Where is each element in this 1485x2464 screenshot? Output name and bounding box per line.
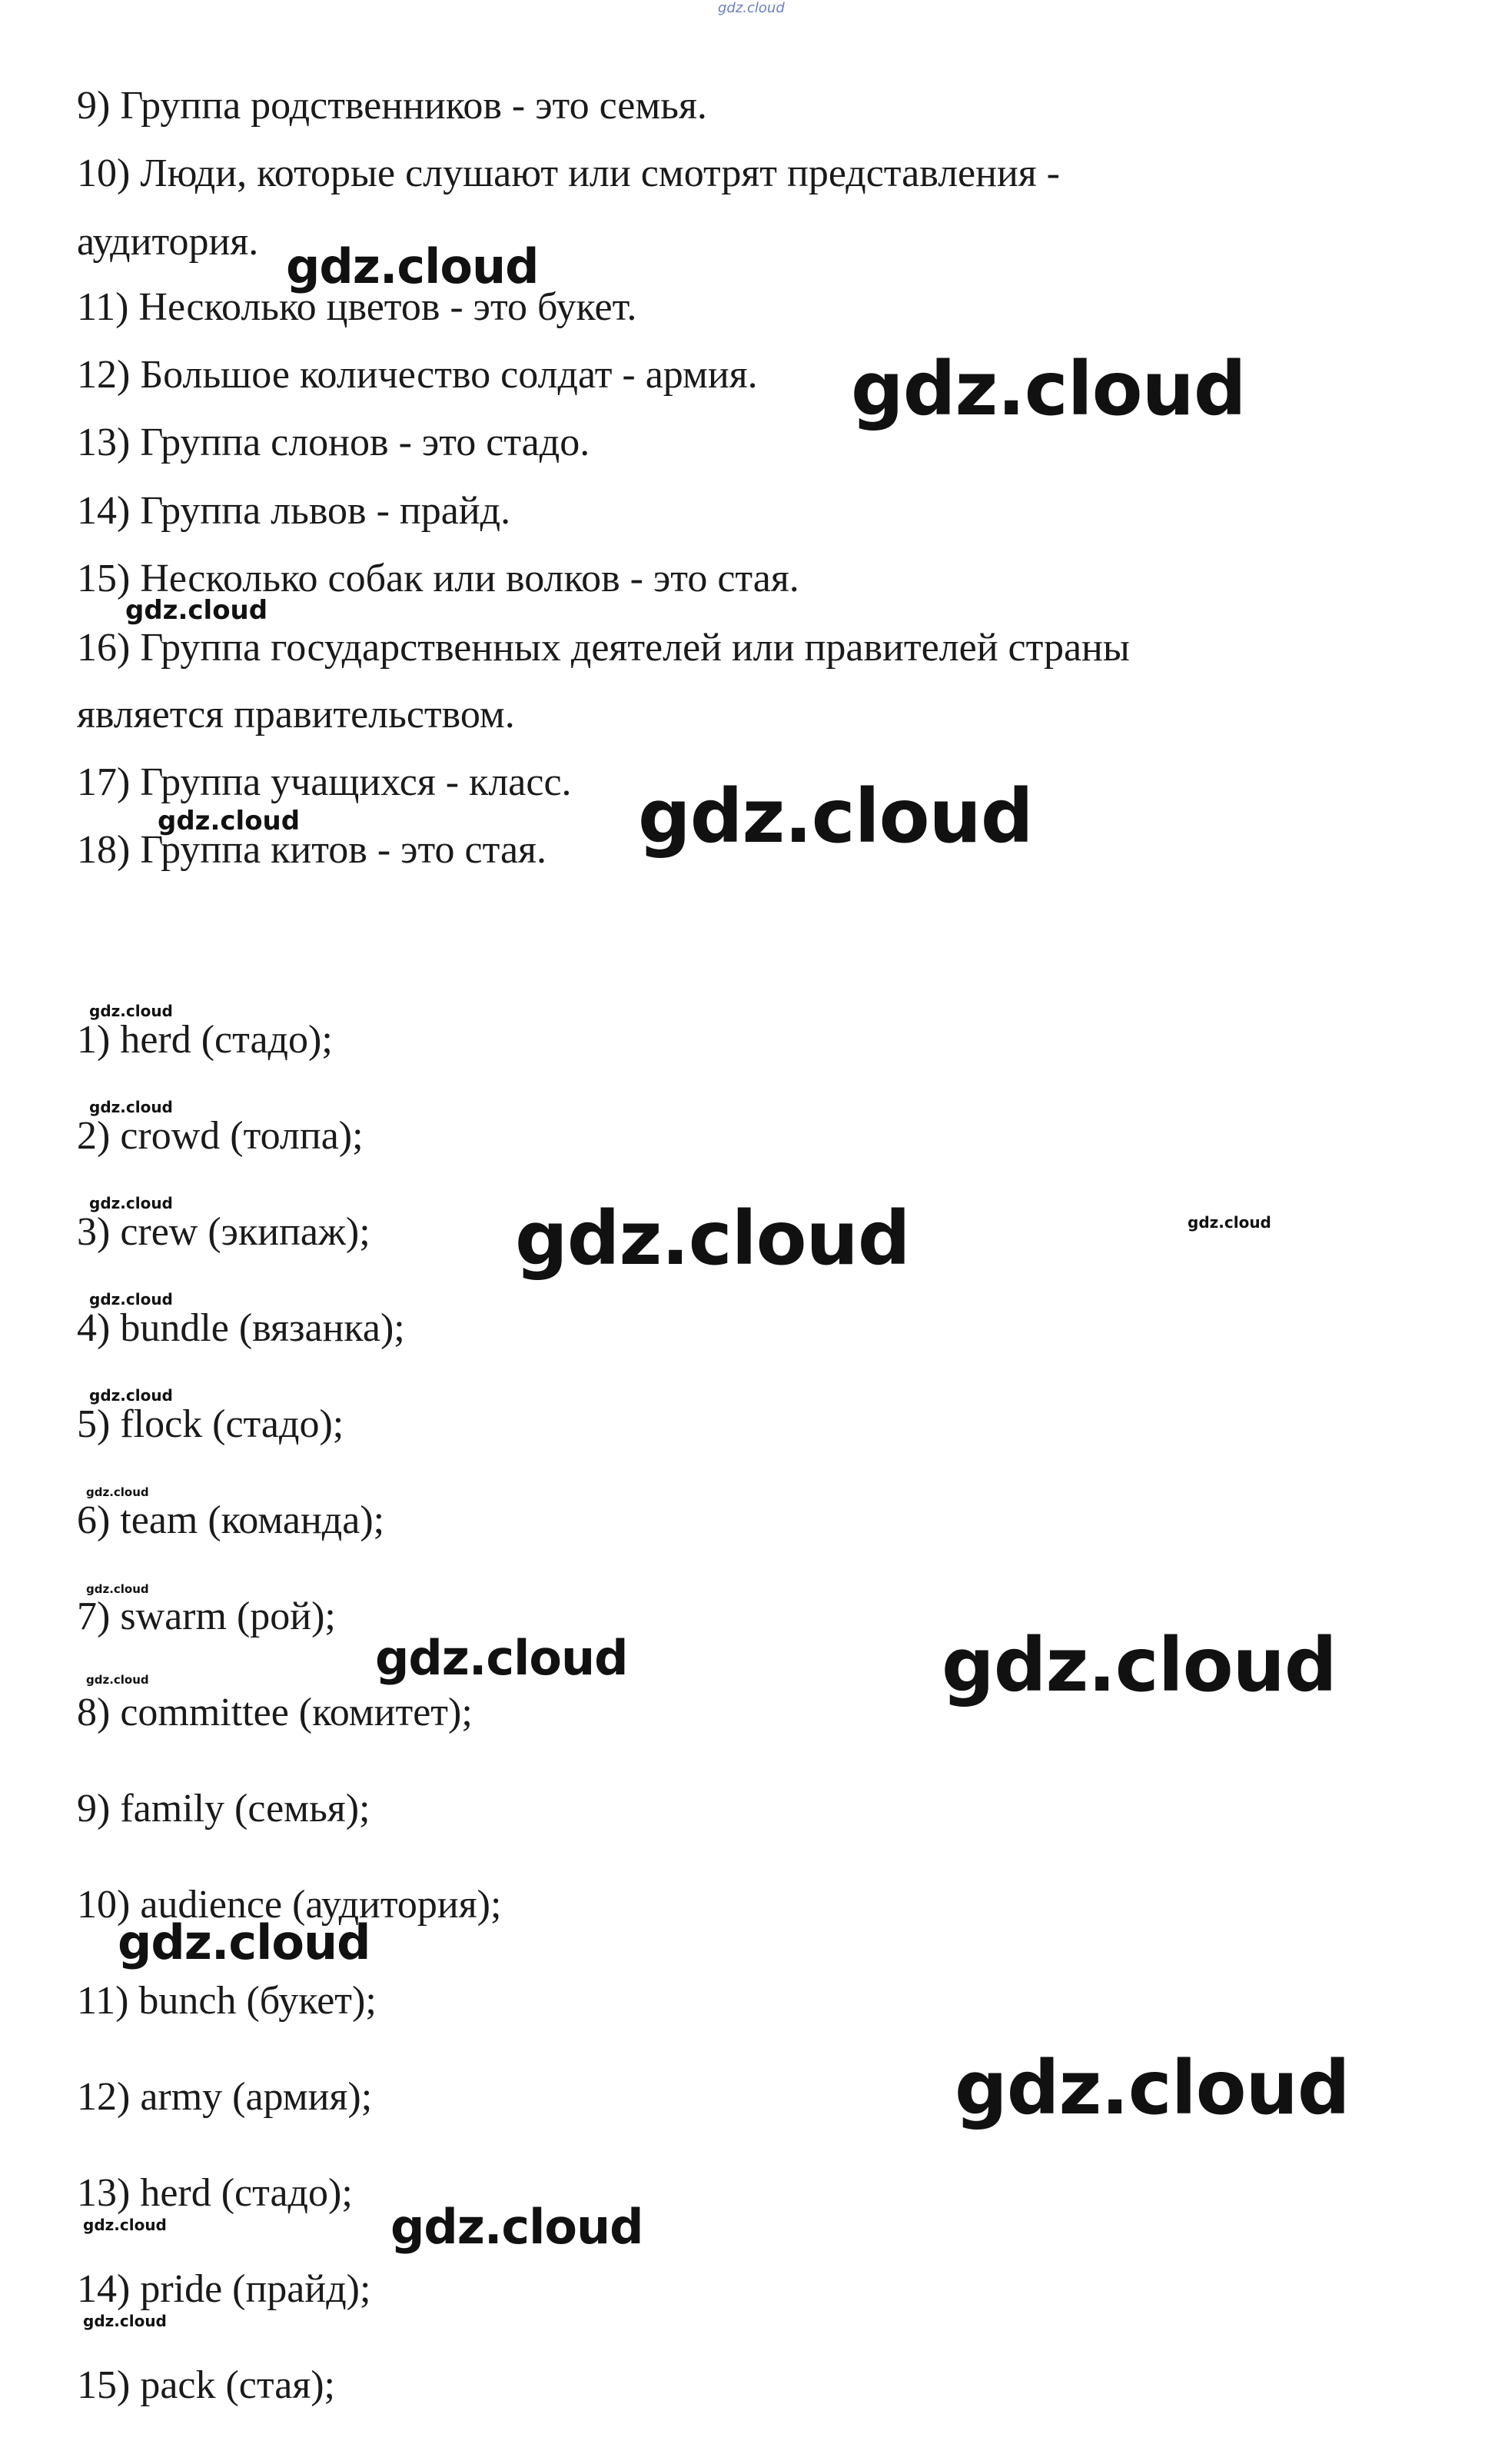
answer-line: 7) swarm (рой); (77, 1594, 336, 1638)
watermark: gdz.cloud (86, 1582, 149, 1596)
watermark: gdz.cloud (638, 773, 1033, 860)
answer-line: 9) family (семья); (77, 1787, 370, 1831)
sentence-line: 18) Группа китов - это стая. (77, 828, 546, 872)
watermark: gdz.cloud (942, 1622, 1337, 1708)
sentence-line: 9) Группа родственников - это семья. (77, 84, 707, 128)
answer-line: 8) committee (комитет); (77, 1691, 473, 1734)
watermark: gdz.cloud (125, 595, 268, 626)
watermark: gdz.cloud (390, 2199, 643, 2255)
sentence-line: является правительством. (77, 693, 515, 737)
watermark: gdz.cloud (286, 238, 539, 294)
sentence-line: аудитория. (77, 220, 259, 264)
answer-line: 4) bundle (вязанка); (77, 1306, 405, 1350)
answer-line: 3) crew (экипаж); (77, 1210, 370, 1254)
watermark: gdz.cloud (718, 0, 785, 16)
sentence-line: 16) Группа государственных деятелей или правителей страны (77, 626, 1130, 670)
watermark: gdz.cloud (515, 1195, 910, 1282)
watermark: gdz.cloud (86, 1673, 149, 1687)
watermark: gdz.cloud (83, 2216, 167, 2234)
sentence-line: 11) Несколько цветов - это букет. (77, 285, 637, 329)
answer-line: 14) pride (прайд); (77, 2267, 371, 2311)
watermark: gdz.cloud (89, 1290, 173, 1308)
answer-line: 1) herd (стадо); (77, 1018, 333, 1062)
watermark: gdz.cloud (83, 2312, 167, 2330)
answer-line: 2) crowd (толпа); (77, 1114, 364, 1158)
watermark: gdz.cloud (89, 1098, 173, 1116)
sentence-line: 14) Группа львов - прайд. (77, 489, 511, 533)
watermark: gdz.cloud (375, 1630, 628, 1686)
answer-line: 6) team (команда); (77, 1498, 385, 1542)
answer-line: 12) army (армия); (77, 2075, 373, 2119)
watermark: gdz.cloud (851, 346, 1246, 432)
sentence-line: 12) Большое количество солдат - армия. (77, 353, 758, 397)
watermark: gdz.cloud (86, 1485, 149, 1499)
answer-line: 11) bunch (букет); (77, 1979, 377, 2023)
watermark: gdz.cloud (1188, 1213, 1271, 1232)
watermark: gdz.cloud (955, 2045, 1350, 2131)
sentence-line: 17) Группа учащихся - класс. (77, 760, 572, 804)
sentence-line: 13) Группа слонов - это стадо. (77, 421, 590, 464)
watermark: gdz.cloud (89, 1194, 173, 1212)
answer-line: 13) herd (стадо); (77, 2171, 353, 2215)
watermark: gdz.cloud (118, 1914, 370, 1970)
sentence-line: 15) Несколько собак или волков - это стая. (77, 557, 799, 600)
answer-line: 15) pack (стая); (77, 2363, 335, 2407)
watermark: gdz.cloud (89, 1386, 173, 1405)
watermark: gdz.cloud (158, 806, 301, 836)
answer-line: 10) audience (аудитория); (77, 1883, 502, 1927)
watermark: gdz.cloud (89, 1002, 173, 1020)
answer-line: 5) flock (стадо); (77, 1402, 344, 1446)
sentence-line: 10) Люди, которые слушают или смотрят представления - (77, 151, 1061, 195)
